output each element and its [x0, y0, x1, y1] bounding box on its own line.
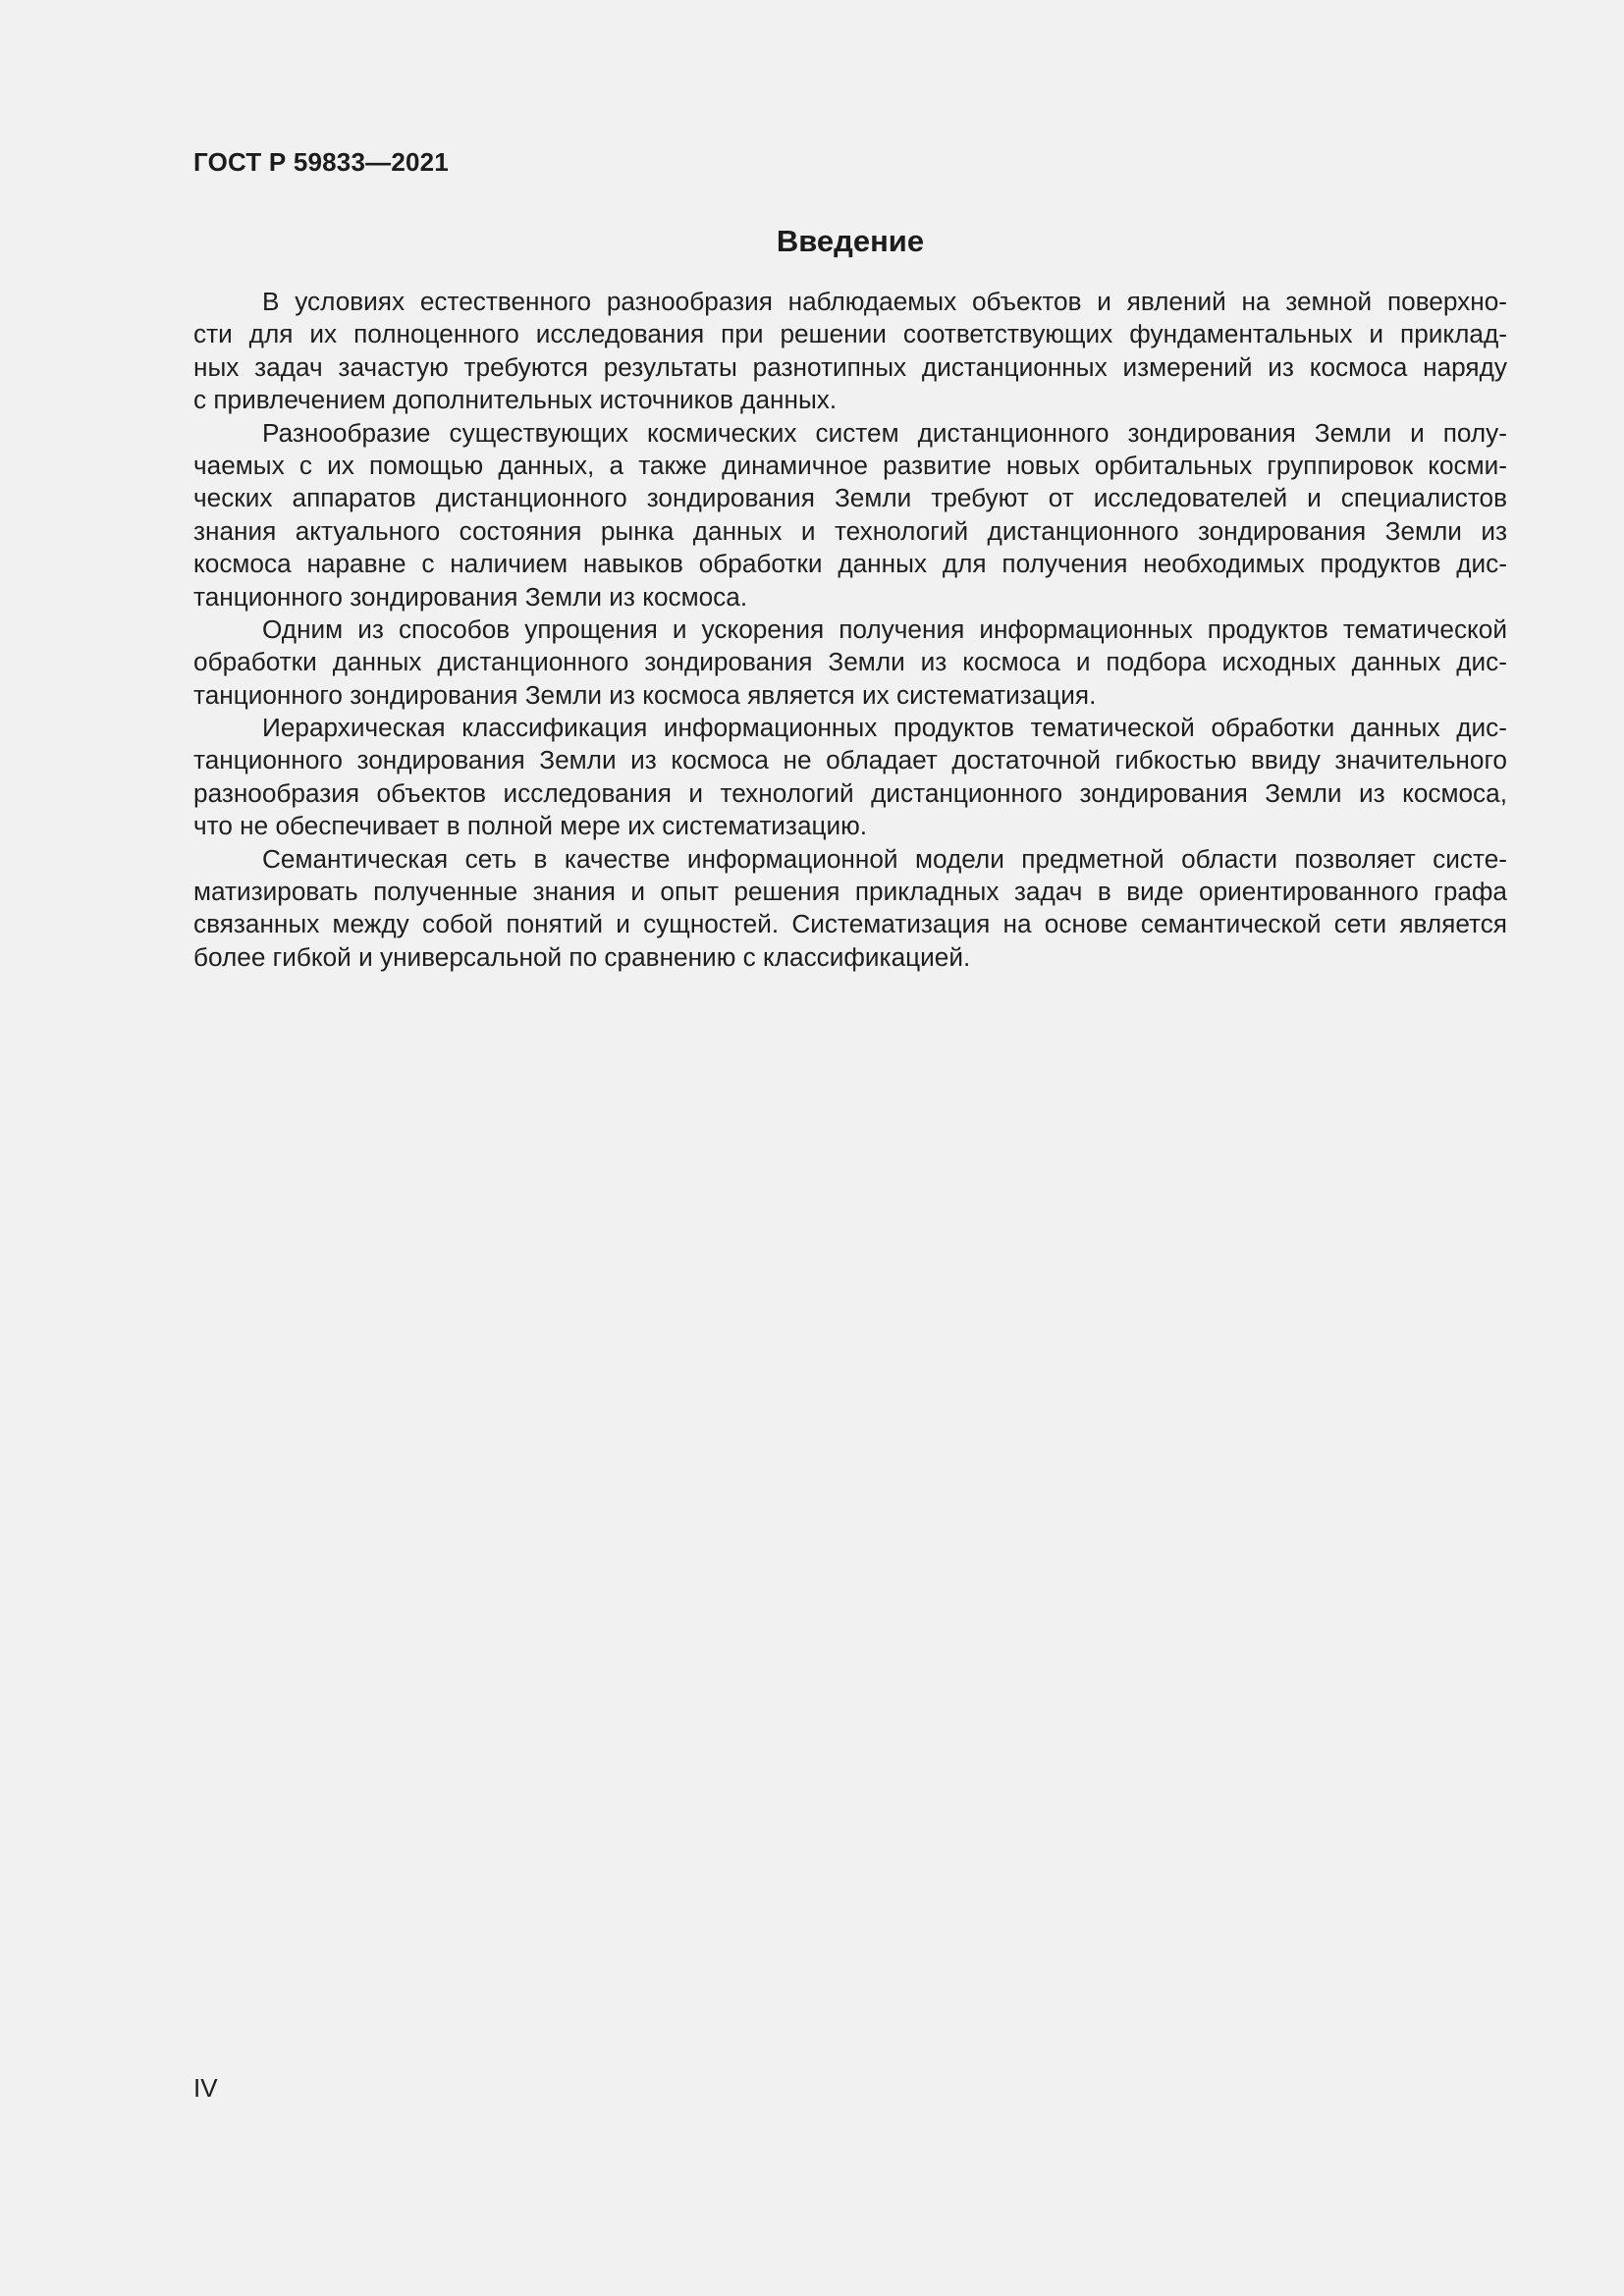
- body-text: [193, 286, 1507, 974]
- page-number: IV: [193, 2073, 218, 2103]
- text-line: В условиях естественного разнообразия наблюдаемых объектов и явлений на земной поверхно-: [262, 287, 1507, 316]
- text-line: знания актуального состояния рынка данных и технологий дистанционного зондирования Земли из: [193, 515, 1507, 546]
- text-line: Семантическая сеть в качестве информационной модели предметной области позволяет систе-: [262, 843, 1507, 874]
- text-line: танционного зондирования Земли из космоса является их систематизация.: [193, 679, 1097, 710]
- text-line: более гибкой и универсальной по сравнению с классификацией.: [193, 941, 971, 972]
- text-line: разнообразия объектов исследования и технологий дистанционного зондирования Земли из космоса,: [193, 777, 1507, 808]
- text-line: с привлечением дополнительных источников данных.: [193, 385, 838, 415]
- text-line: танционного зондирования Земли из космоса не обладает достаточной гибкостью ввиду значительного: [193, 745, 1507, 775]
- section-title: Введение: [776, 224, 925, 258]
- text-line: матизировать полученные знания и опыт решения прикладных задач в виде ориентированного графа: [193, 877, 1507, 907]
- paragraph-3: [193, 614, 1507, 712]
- text-line: Иерархическая классификация информационных продуктов тематической обработки данных дис-: [262, 713, 1507, 743]
- text-line: чаемых с их помощью данных, а также динамичное развитие новых орбитальных группировок косми-: [193, 450, 1507, 480]
- text-line: обработки данных дистанционного зондирования Земли из космоса и подбора исходных данных дис-: [193, 647, 1507, 677]
- paragraph-5: [193, 843, 1507, 975]
- standard-code-header: ГОСТ Р 59833—2021: [193, 147, 449, 177]
- text-line: связанных между собой понятий и сущностей. Систематизация на основе семантической сети является: [193, 909, 1507, 939]
- text-line: сти для их полноценного исследования при решении соответствующих фундаментальных и приклад-: [193, 319, 1507, 349]
- text-line: Одним из способов упрощения и ускорения получения информационных продуктов тематической: [262, 614, 1507, 644]
- text-line: что не обеспечивает в полной мере их систематизацию.: [193, 811, 868, 841]
- paragraph-1: [193, 286, 1507, 417]
- text-line: Разнообразие существующих космических систем дистанционного зондирования Земли и полу-: [262, 417, 1507, 448]
- text-line: ных задач зачастую требуются результаты разнотипных дистанционных измерений из космоса наряду: [193, 351, 1507, 382]
- text-line: танционного зондирования Земли из космоса.: [193, 581, 748, 612]
- paragraph-2: [193, 417, 1507, 614]
- paragraph-4: [193, 712, 1507, 843]
- text-line: космоса наравне с наличием навыков обработки данных для получения необходимых продуктов дис-: [193, 549, 1507, 579]
- text-line: ческих аппаратов дистанционного зондирования Земли требуют от исследователей и специалистов: [193, 483, 1507, 513]
